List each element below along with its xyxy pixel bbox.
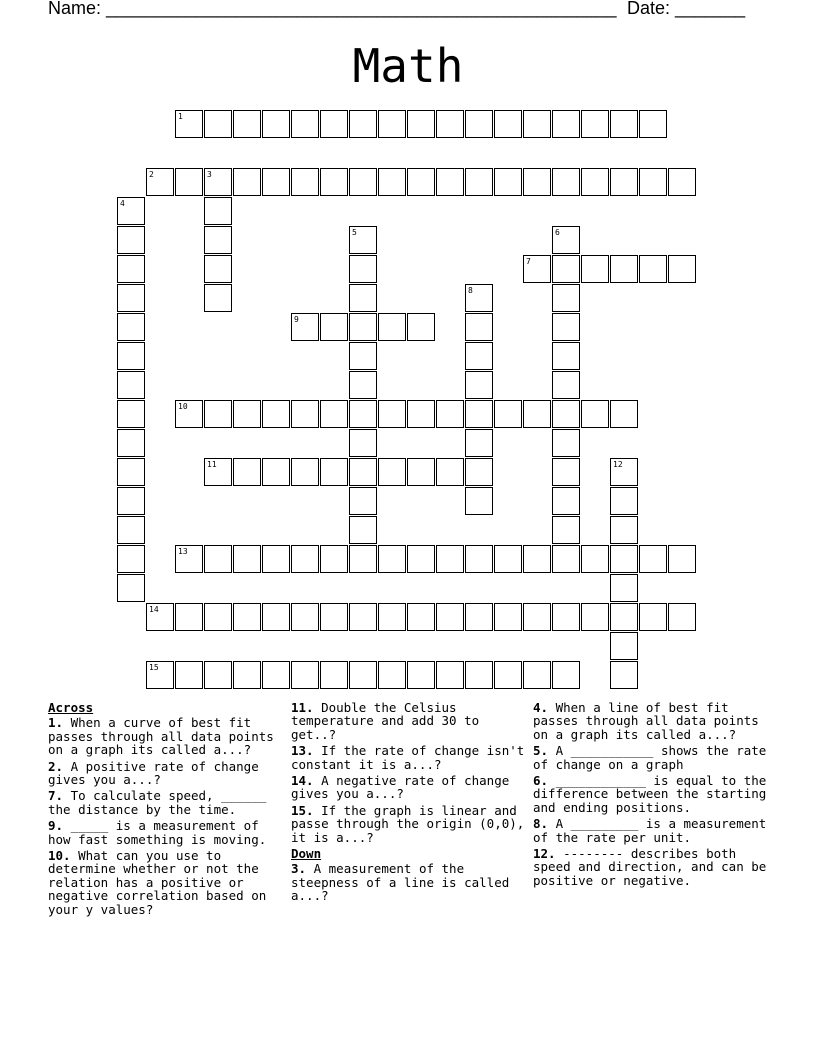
crossword-cell[interactable] <box>320 458 348 486</box>
crossword-cell[interactable] <box>639 110 667 138</box>
crossword-cell[interactable] <box>465 342 493 370</box>
crossword-cell[interactable] <box>204 661 232 689</box>
crossword-cell[interactable] <box>233 458 261 486</box>
crossword-cell[interactable] <box>175 545 203 573</box>
clue-number: 5. <box>533 743 549 759</box>
crossword-cell[interactable] <box>175 603 203 631</box>
crossword-cell[interactable] <box>349 603 377 631</box>
crossword-cell[interactable] <box>262 545 290 573</box>
crossword-cell[interactable] <box>552 516 580 544</box>
clue-text: -------- describes both speed and direction, and can be positive or negative. <box>533 846 767 888</box>
crossword-cell[interactable] <box>494 603 522 631</box>
crossword-cell[interactable] <box>349 516 377 544</box>
crossword-cell[interactable] <box>610 661 638 689</box>
crossword-cell[interactable] <box>262 168 290 196</box>
clue-text: A measurement of the steepness of a line is called a...? <box>291 861 510 904</box>
crossword-cell[interactable] <box>349 168 377 196</box>
crossword-cell[interactable] <box>407 110 435 138</box>
crossword-cell[interactable] <box>291 545 319 573</box>
clue-text: When a curve of best fit passes through all data points on a graph its called a...? <box>48 715 274 758</box>
crossword-cell[interactable] <box>233 110 261 138</box>
crossword-cell[interactable] <box>610 603 638 631</box>
crossword-cell[interactable] <box>117 342 145 370</box>
clue-number: 10. <box>48 848 71 864</box>
clue-text: If the graph is linear and passe through the origin (0,0), it is a...? <box>291 802 525 845</box>
clue-across-9 <box>48 819 284 846</box>
crossword-cell[interactable] <box>465 458 493 486</box>
crossword-cell[interactable] <box>552 371 580 399</box>
crossword-cell[interactable] <box>233 603 261 631</box>
crossword-cell[interactable] <box>349 487 377 515</box>
crossword-cell[interactable] <box>320 168 348 196</box>
crossword-cell[interactable] <box>407 313 435 341</box>
crossword-cell[interactable] <box>407 168 435 196</box>
clue-across-1 <box>48 716 284 756</box>
crossword-cell[interactable] <box>378 458 406 486</box>
crossword-cell[interactable] <box>262 603 290 631</box>
crossword-cell[interactable] <box>465 661 493 689</box>
crossword-cell[interactable] <box>465 313 493 341</box>
crossword-cell[interactable] <box>117 313 145 341</box>
crossword-cell[interactable] <box>204 545 232 573</box>
clue-down-4 <box>533 701 769 741</box>
crossword-cell[interactable] <box>117 487 145 515</box>
crossword-cell[interactable] <box>465 545 493 573</box>
crossword-cell[interactable] <box>378 168 406 196</box>
crossword-cell[interactable] <box>407 545 435 573</box>
crossword-cell[interactable] <box>117 516 145 544</box>
crossword-cell[interactable] <box>465 284 493 312</box>
crossword-cell[interactable] <box>407 661 435 689</box>
crossword-cell[interactable] <box>610 110 638 138</box>
clue-down-12 <box>533 847 769 887</box>
down-heading: Down <box>291 846 322 862</box>
crossword-cell[interactable] <box>581 400 609 428</box>
crossword-cell[interactable] <box>233 168 261 196</box>
crossword-cell[interactable] <box>639 168 667 196</box>
crossword-cell[interactable] <box>552 429 580 457</box>
crossword-cell[interactable] <box>581 545 609 573</box>
crossword-cell[interactable] <box>291 168 319 196</box>
crossword-cell[interactable] <box>581 168 609 196</box>
clue-across-15 <box>291 804 527 844</box>
crossword-cell[interactable] <box>349 458 377 486</box>
crossword-cell[interactable] <box>610 545 638 573</box>
crossword-cell[interactable] <box>349 110 377 138</box>
crossword-cell[interactable] <box>668 603 696 631</box>
page-title: Math <box>352 39 464 93</box>
crossword-cell[interactable] <box>175 110 203 138</box>
crossword-cell[interactable] <box>320 661 348 689</box>
crossword-cell[interactable] <box>581 603 609 631</box>
crossword-cell[interactable] <box>291 458 319 486</box>
crossword-cell[interactable] <box>523 168 551 196</box>
crossword-cell[interactable] <box>610 458 638 486</box>
crossword-cell[interactable] <box>494 400 522 428</box>
crossword-cell[interactable] <box>668 168 696 196</box>
clue-text: When a line of best fit passes through all data points on a graph its called a...? <box>533 700 759 742</box>
crossword-cell[interactable] <box>204 226 232 254</box>
crossword-cell[interactable] <box>581 255 609 283</box>
crossword-cell[interactable] <box>349 371 377 399</box>
clue-number-label: 9 <box>294 315 299 324</box>
crossword-cell[interactable] <box>523 255 551 283</box>
clue-number: 3. <box>291 861 307 877</box>
clue-text: Double the Celsius temperature and add 30 to get..? <box>291 700 480 742</box>
crossword-cell[interactable] <box>494 545 522 573</box>
crossword-cell[interactable] <box>291 400 319 428</box>
crossword-cell[interactable] <box>436 110 464 138</box>
crossword-cell[interactable] <box>262 458 290 486</box>
clue-text: If the rate of change isn't constant it is a...? <box>291 743 525 772</box>
crossword-cell[interactable] <box>610 516 638 544</box>
crossword-cell[interactable] <box>523 545 551 573</box>
crossword-cell[interactable] <box>378 400 406 428</box>
clue-text: _____ is a measurement of how fast something is moving. <box>48 818 267 847</box>
clue-text: ____________ is equal to the difference between the starting and ending positions. <box>533 773 767 815</box>
crossword-cell[interactable] <box>349 429 377 457</box>
crossword-cell[interactable] <box>204 168 232 196</box>
crossword-cell[interactable] <box>407 400 435 428</box>
clue-number-label: 10 <box>178 402 188 411</box>
crossword-cell[interactable] <box>117 371 145 399</box>
crossword-cell[interactable] <box>349 400 377 428</box>
clue-across-7 <box>48 789 284 816</box>
clue-number: 7. <box>48 788 64 804</box>
crossword-cell[interactable] <box>668 255 696 283</box>
crossword-cell[interactable] <box>204 255 232 283</box>
clue-text: To calculate speed, ______ the distance by the time. <box>48 788 267 817</box>
crossword-cell[interactable] <box>465 110 493 138</box>
clue-number: 15. <box>291 802 314 818</box>
crossword-cell[interactable] <box>668 545 696 573</box>
clue-text: What can you use to determine whether or not the relation has a positive or negative correlation based on your y values? <box>48 848 267 917</box>
clue-across-14 <box>291 774 527 801</box>
crossword-cell[interactable] <box>552 313 580 341</box>
clue-number-label: 1 <box>178 112 183 121</box>
clue-number: 13. <box>291 743 314 759</box>
clue-down-6 <box>533 774 769 814</box>
crossword-cell[interactable] <box>378 545 406 573</box>
clue-number-label: 14 <box>149 605 159 614</box>
crossword-cell[interactable] <box>552 284 580 312</box>
crossword-cell[interactable] <box>146 661 174 689</box>
clue-number-label: 4 <box>120 199 125 208</box>
crossword-cell[interactable] <box>552 168 580 196</box>
crossword-cell[interactable] <box>117 255 145 283</box>
crossword-cell[interactable] <box>494 110 522 138</box>
crossword-cell[interactable] <box>639 255 667 283</box>
crossword-cell[interactable] <box>610 574 638 602</box>
crossword-cell[interactable] <box>581 110 609 138</box>
crossword-cell[interactable] <box>639 545 667 573</box>
clue-number-label: 13 <box>178 547 188 556</box>
crossword-cell[interactable] <box>552 400 580 428</box>
crossword-cell[interactable] <box>465 371 493 399</box>
crossword-cell[interactable] <box>204 284 232 312</box>
clue-number-label: 15 <box>149 663 159 672</box>
crossword-cell[interactable] <box>436 545 464 573</box>
crossword-cell[interactable] <box>523 603 551 631</box>
crossword-cell[interactable] <box>349 313 377 341</box>
crossword-cell[interactable] <box>552 110 580 138</box>
crossword-cell[interactable] <box>552 487 580 515</box>
clue-number: 6. <box>533 773 549 789</box>
crossword-cell[interactable] <box>320 603 348 631</box>
crossword-cell[interactable] <box>233 661 261 689</box>
crossword-cell[interactable] <box>378 110 406 138</box>
crossword-cell[interactable] <box>610 487 638 515</box>
clue-number: 12. <box>533 846 556 862</box>
crossword-cell[interactable] <box>610 168 638 196</box>
crossword-cell[interactable] <box>349 255 377 283</box>
clue-number: 9. <box>48 818 64 834</box>
crossword-cell[interactable] <box>117 458 145 486</box>
clues-column-3 <box>533 701 769 890</box>
crossword-cell[interactable] <box>117 400 145 428</box>
crossword-cell[interactable] <box>204 603 232 631</box>
crossword-cell[interactable] <box>407 603 435 631</box>
crossword-cell[interactable] <box>407 458 435 486</box>
crossword-cell[interactable] <box>465 400 493 428</box>
crossword-cell[interactable] <box>262 400 290 428</box>
clue-down-5 <box>533 744 769 771</box>
crossword-cell[interactable] <box>378 313 406 341</box>
clue-down-8 <box>533 817 769 844</box>
clue-number: 1. <box>48 715 64 731</box>
name-field-label: Name: ___________________________________________________ <box>48 0 617 18</box>
crossword-cell[interactable] <box>610 632 638 660</box>
crossword-cell[interactable] <box>117 545 145 573</box>
clue-text: A negative rate of change gives you a...? <box>291 773 510 802</box>
crossword-cell[interactable] <box>233 400 261 428</box>
crossword-cell[interactable] <box>349 545 377 573</box>
crossword-cell[interactable] <box>204 400 232 428</box>
crossword-cell[interactable] <box>204 197 232 225</box>
clue-number-label: 7 <box>526 257 531 266</box>
clue-number: 14. <box>291 773 314 789</box>
crossword-cell[interactable] <box>117 197 145 225</box>
clue-text: A _________ is a measurement of the rate per unit. <box>533 816 767 845</box>
clue-across-2 <box>48 760 284 787</box>
crossword-cell[interactable] <box>117 574 145 602</box>
clue-number: 2. <box>48 758 64 774</box>
crossword-cell[interactable] <box>291 603 319 631</box>
crossword-cell[interactable] <box>320 545 348 573</box>
crossword-cell[interactable] <box>436 400 464 428</box>
across-heading: Across <box>48 700 94 715</box>
crossword-cell[interactable] <box>552 458 580 486</box>
crossword-cell[interactable] <box>523 110 551 138</box>
crossword-cell[interactable] <box>233 545 261 573</box>
crossword-cell[interactable] <box>494 168 522 196</box>
crossword-cell[interactable] <box>204 110 232 138</box>
clue-number-label: 11 <box>207 460 217 469</box>
crossword-cell[interactable] <box>436 661 464 689</box>
crossword-cell[interactable] <box>465 603 493 631</box>
clue-text: A positive rate of change gives you a...? <box>48 758 259 788</box>
crossword-cell[interactable] <box>436 458 464 486</box>
crossword-cell[interactable] <box>204 458 232 486</box>
clue-number: 4. <box>533 700 549 715</box>
clue-down-3 <box>291 862 527 902</box>
crossword-cell[interactable] <box>117 284 145 312</box>
clue-number-label: 5 <box>352 228 357 237</box>
crossword-cell[interactable] <box>465 168 493 196</box>
crossword-cell[interactable] <box>291 110 319 138</box>
clues-column-1 <box>48 701 284 919</box>
crossword-cell[interactable] <box>465 429 493 457</box>
crossword-cell[interactable] <box>523 661 551 689</box>
crossword-cell[interactable] <box>291 661 319 689</box>
clue-number-label: 3 <box>207 170 212 179</box>
crossword-cell[interactable] <box>349 284 377 312</box>
crossword-cell[interactable] <box>175 168 203 196</box>
clue-number-label: 2 <box>149 170 154 179</box>
clue-across-11 <box>291 701 527 741</box>
crossword-cell[interactable] <box>378 661 406 689</box>
crossword-cell[interactable] <box>320 400 348 428</box>
crossword-cell[interactable] <box>146 603 174 631</box>
crossword-cell[interactable] <box>552 545 580 573</box>
crossword-cell[interactable] <box>262 110 290 138</box>
crossword-cell[interactable] <box>262 661 290 689</box>
crossword-cell[interactable] <box>349 661 377 689</box>
clue-number: 11. <box>291 700 314 715</box>
crossword-cell[interactable] <box>552 603 580 631</box>
crossword-cell[interactable] <box>146 168 174 196</box>
crossword-cell[interactable] <box>552 661 580 689</box>
crossword-cell[interactable] <box>436 603 464 631</box>
crossword-cell[interactable] <box>639 603 667 631</box>
crossword-cell[interactable] <box>552 255 580 283</box>
clue-number-label: 6 <box>555 228 560 237</box>
crossword-cell[interactable] <box>320 110 348 138</box>
clue-number-label: 8 <box>468 286 473 295</box>
crossword-cell[interactable] <box>175 661 203 689</box>
date-field-label: Date: _______ <box>627 0 746 18</box>
crossword-cell[interactable] <box>349 226 377 254</box>
crossword-cell[interactable] <box>117 429 145 457</box>
crossword-cell[interactable] <box>552 226 580 254</box>
crossword-cell[interactable] <box>610 255 638 283</box>
crossword-cell[interactable] <box>523 400 551 428</box>
crossword-cell[interactable] <box>291 313 319 341</box>
crossword-cell[interactable] <box>378 603 406 631</box>
crossword-cell[interactable] <box>117 226 145 254</box>
crossword-cell[interactable] <box>610 400 638 428</box>
clue-number: 8. <box>533 816 549 832</box>
clue-across-13 <box>291 744 527 771</box>
clue-number-label: 12 <box>613 460 623 469</box>
crossword-cell[interactable] <box>175 400 203 428</box>
crossword-cell[interactable] <box>552 342 580 370</box>
clue-text: A ___________ shows the rate of change on a graph <box>533 743 767 772</box>
crossword-cell[interactable] <box>494 661 522 689</box>
clue-across-10 <box>48 849 284 916</box>
crossword-cell[interactable] <box>436 168 464 196</box>
crossword-cell[interactable] <box>465 487 493 515</box>
crossword-cell[interactable] <box>349 342 377 370</box>
clues-column-2 <box>291 701 527 906</box>
crossword-cell[interactable] <box>320 313 348 341</box>
